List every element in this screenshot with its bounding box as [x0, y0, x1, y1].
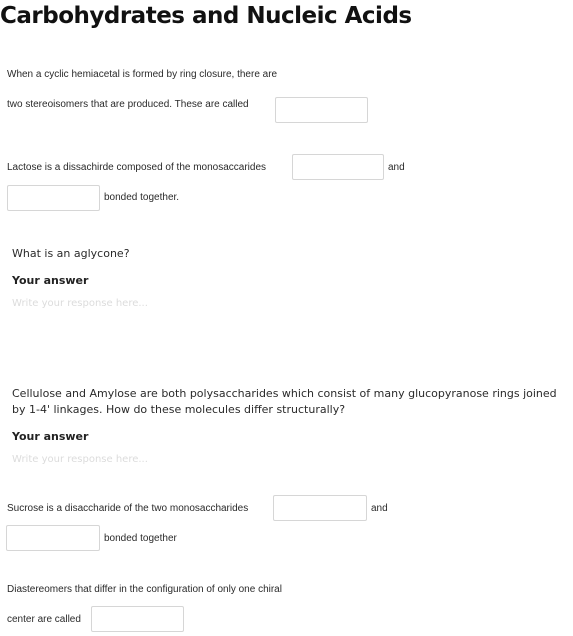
- q5-answer-blank-2[interactable]: [6, 525, 100, 551]
- q2-text-after: bonded together.: [104, 192, 180, 203]
- q6-answer-blank[interactable]: [91, 606, 184, 632]
- q4-answer-label: Your answer: [12, 430, 89, 443]
- q5-text-after: bonded together: [104, 533, 177, 544]
- q2-answer-blank-1[interactable]: [292, 154, 384, 180]
- page-title: Carbohydrates and Nucleic Acids: [0, 3, 412, 29]
- q4-answer-input[interactable]: Write your response here...: [12, 454, 148, 465]
- q2-and-text: and: [388, 162, 405, 173]
- q6-text-line2: center are called: [7, 614, 81, 625]
- q3-question: What is an aglycone?: [12, 247, 130, 260]
- q3-answer-label: Your answer: [12, 274, 89, 287]
- q6-text-line1: Diastereomers that differ in the configuration of only one chiral: [7, 584, 282, 595]
- q1-text-line1: When a cyclic hemiacetal is formed by ring closure, there are: [7, 69, 278, 80]
- q1-text-line2: two stereoisomers that are produced. These are called: [7, 99, 249, 110]
- q2-text-before: Lactose is a dissachirde composed of the monosaccarides: [7, 162, 267, 173]
- q4-question: Cellulose and Amylose are both polysaccharides which consist of many glucopyranose rings joined by 1-4' linkages. How do these molecules differ structurally?: [12, 387, 557, 416]
- q1-answer-blank[interactable]: [275, 97, 368, 123]
- q5-and-text: and: [371, 503, 388, 514]
- q5-answer-blank-1[interactable]: [273, 495, 367, 521]
- q3-answer-input[interactable]: Write your response here...: [12, 298, 148, 309]
- q2-answer-blank-2[interactable]: [7, 185, 100, 211]
- q5-text-before: Sucrose is a disaccharide of the two monosaccharides: [7, 503, 249, 514]
